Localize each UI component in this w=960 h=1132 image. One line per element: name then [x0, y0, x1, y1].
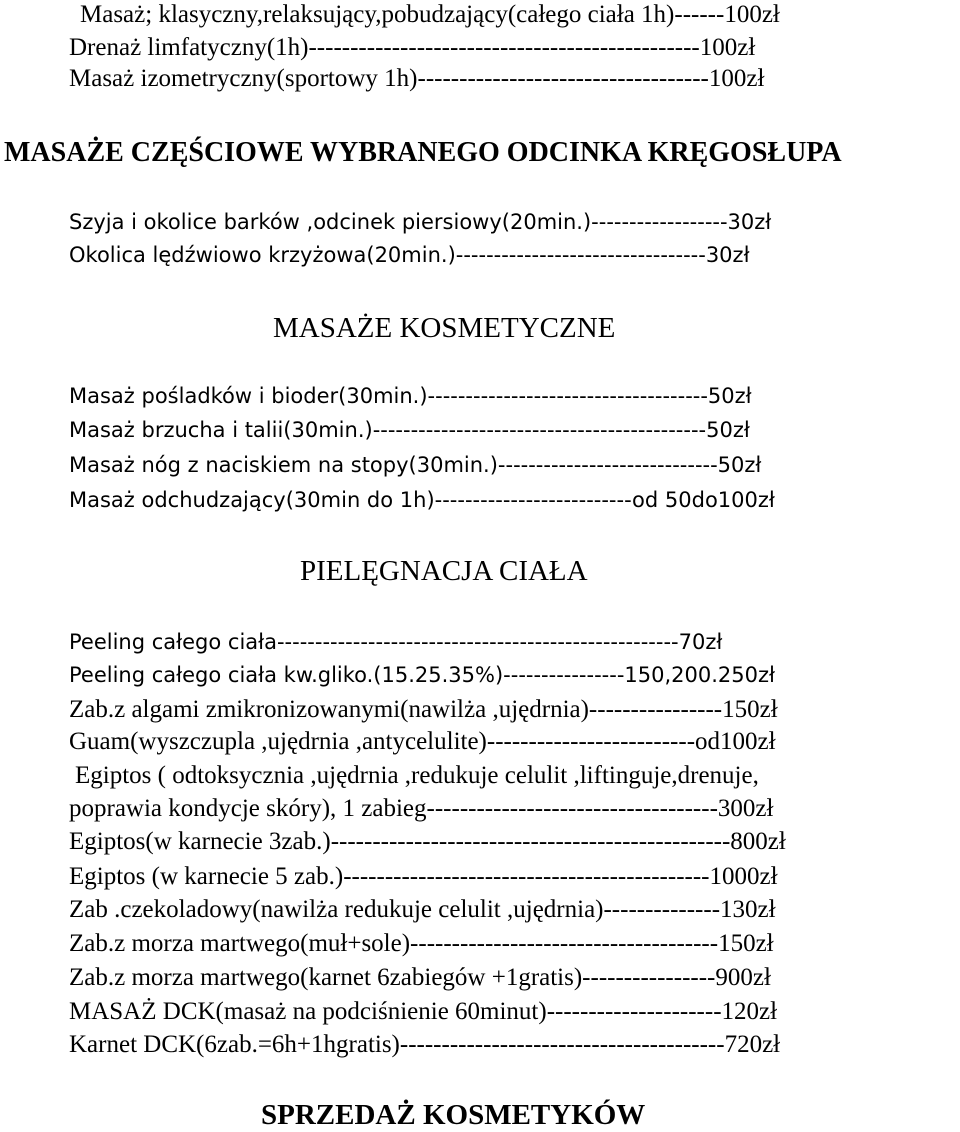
price-item-egiptos-3: Egiptos(w karnecie 3zab.)------------------------------------------------800zł — [69, 828, 786, 855]
price-item-chocolate-treatment: Zab .czekoladowy(nawilża redukuje celulit ,ujędrnia)--------------130zł — [69, 896, 776, 923]
price-item-abdomen-waist: Masaż brzucha i talii(30min.)--------------------------------------------50zł — [69, 418, 750, 442]
section-heading-cosmetic-massage: MASAŻE KOSMETYCZNE — [273, 312, 616, 344]
price-item-isometric-massage: Masaż izometryczny(sportowy 1h)-----------------------------------100zł — [69, 65, 765, 92]
section-heading-body-care: PIELĘGNACJA CIAŁA — [300, 555, 588, 587]
price-item-lumbar: Okolica lędźwiowo krzyżowa(20min.)---------------------------------30zł — [69, 243, 750, 267]
price-item-body-peeling: Peeling całego ciała-----------------------------------------------------70zł — [69, 630, 723, 654]
price-item-legs-feet: Masaż nóg z naciskiem na stopy(30min.)-----------------------------50zł — [69, 453, 762, 477]
price-item-dead-sea-mud: Zab.z morza martwego(muł+sole)-------------------------------------150zł — [69, 930, 774, 957]
section-heading-partial-massage: MASAŻE CZĘŚCIOWE WYBRANEGO ODCINKA KRĘGOSŁUPA — [4, 137, 842, 168]
price-item-algae-treatment: Zab.z algami zmikronizowanymi(nawilża ,ujędrnia)----------------150zł — [69, 696, 778, 723]
price-item-dead-sea-pass: Zab.z morza martwego(karnet 6zabiegów +1gratis)----------------900zł — [69, 964, 771, 991]
price-item-neck-shoulders: Szyja i okolice barków ,odcinek piersiowy(20min.)------------------30zł — [69, 210, 772, 234]
price-item-lymph-drainage: Drenaż limfatyczny(1h)-----------------------------------------------100zł — [69, 34, 756, 61]
price-item-dck-massage: MASAŻ DCK(masaż na podciśnienie 60minut)---------------------120zł — [69, 998, 778, 1025]
section-heading-cosmetics-sale: SPRZEDAŻ KOSMETYKÓW — [261, 1099, 646, 1131]
price-item-buttocks-hips: Masaż pośladków i bioder(30min.)-------------------------------------50zł — [69, 384, 752, 408]
price-item-egiptos-5: Egiptos (w karnecie 5 zab.)--------------------------------------------1000zł — [69, 863, 778, 890]
price-item-egiptos-description: Egiptos ( odtoksycznia ,ujędrnia ,redukuje celulit ,liftinguje,drenuje, — [75, 762, 759, 789]
price-item-guam: Guam(wyszczupla ,ujędrnia ,antycelulite)-------------------------od100zł — [69, 728, 776, 755]
price-item-slimming-massage: Masaż odchudzający(30min do 1h)--------------------------od 50do100zł — [69, 488, 775, 512]
price-item-massage-classic: Masaż; klasyczny,relaksujący,pobudzający(całego ciała 1h)------100zł — [80, 1, 780, 28]
price-item-egiptos-single: poprawia kondycje skóry), 1 zabieg-----------------------------------300zł — [69, 795, 774, 822]
price-item-dck-pass: Karnet DCK(6zab.=6h+1hgratis)---------------------------------------720zł — [69, 1031, 781, 1058]
price-item-glycolic-peeling: Peeling całego ciała kw.gliko.(15.25.35%)----------------150,200.250zł — [69, 663, 775, 687]
